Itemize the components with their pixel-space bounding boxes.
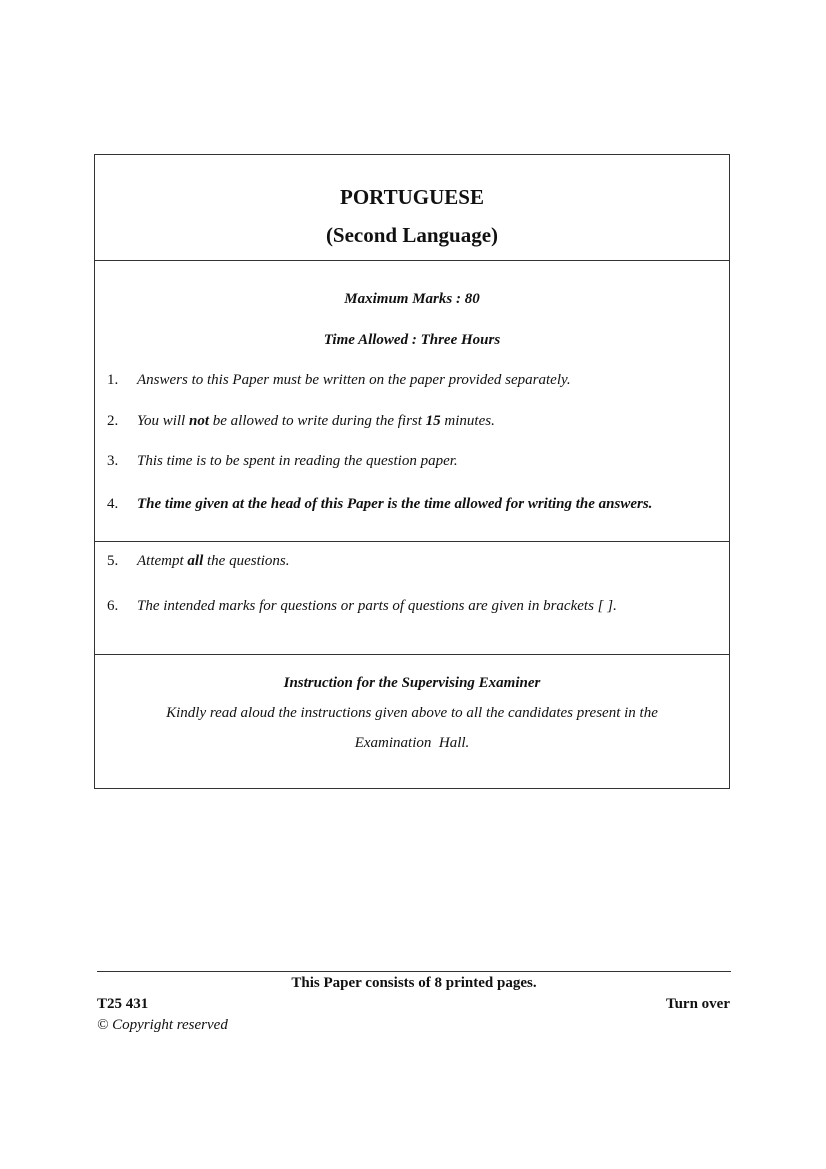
supervisor-line-1: Kindly read aloud the instructions given above to all the candidates present in the	[166, 705, 658, 721]
instruction-box	[94, 154, 730, 789]
copyright: © Copyright reserved	[97, 1017, 228, 1033]
divider	[95, 541, 729, 542]
footer-rule	[97, 971, 731, 972]
instruction-item-4: 4. The time given at the head of this Paper is the time allowed for writing the answers.	[107, 496, 653, 512]
instruction-item-1: 1. Answers to this Paper must be written on the paper provided separately.	[107, 372, 571, 388]
pages-note: This Paper consists of 8 printed pages.	[291, 975, 537, 991]
instruction-item-2: 2. You will not be allowed to write during the first 15 minutes.	[107, 413, 495, 429]
instruction-item-3: 3. This time is to be spent in reading the question paper.	[107, 453, 458, 469]
turn-over: Turn over	[665, 996, 730, 1012]
divider	[95, 654, 729, 655]
time-allowed: Time Allowed : Three Hours	[323, 332, 501, 348]
supervisor-line-2: Examination Hall.	[354, 735, 470, 751]
instruction-item-6: 6. The intended marks for questions or parts of questions are given in brackets [ ].	[107, 598, 617, 614]
max-marks: Maximum Marks : 80	[344, 291, 480, 307]
subject-level: (Second Language)	[325, 223, 499, 247]
subject-title: PORTUGUESE	[340, 185, 484, 209]
instruction-item-5: 5. Attempt all the questions.	[107, 553, 290, 569]
supervisor-heading: Instruction for the Supervising Examiner	[283, 675, 541, 691]
divider	[95, 260, 729, 261]
paper-code: T25 431	[97, 996, 149, 1012]
